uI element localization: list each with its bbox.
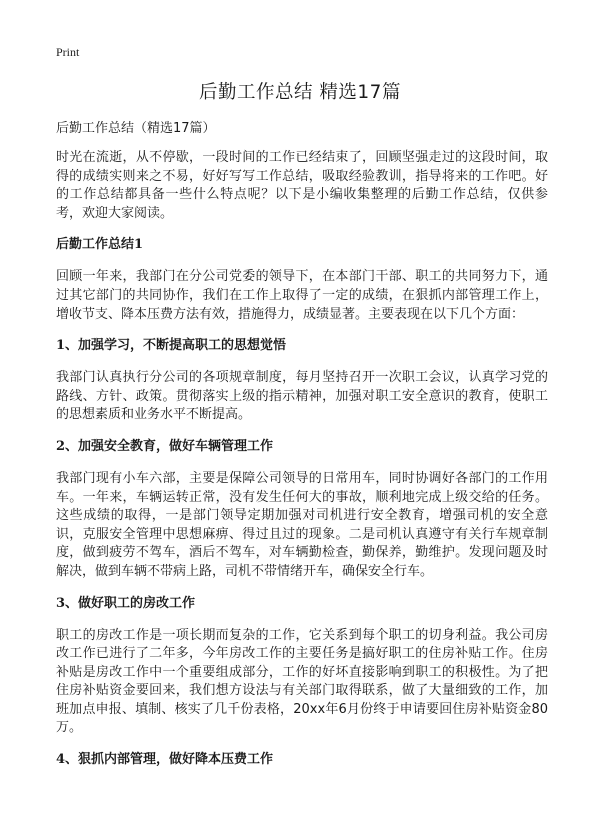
section-body-1: 回顾一年来，我部门在分公司党委的领导下，在本部门干部、职工的共同努力下，通过其它部门的共同协作，我们在工作上取得了一定的成绩，在狠抓内部管理工作上，增收节支、降本压费方法有效，措施得力，成绩显著。主要表现在以下几个方面：: [56, 269, 548, 322]
document-title: 后勤工作总结 精选17篇: [199, 82, 401, 103]
section-body-3: 我部门现有小车六部，主要是保障公司领导的日常用车，同时协调好各部门的工作用车。一年来，车辆运转正常，没有发生任何大的事故，顺利地完成上级交给的任务。这些成绩的取得，一是部门领导定期加强对司机进行安全教育，增强司机的安全意识，克服安全管理中思想麻痹、得过且过的现象。二是司机认真遵守有关行车规章制度，做到疲劳不驾车，酒后不驾车，对车辆勤检查，勤保养，勤维护。发现问题及时解决，做到车辆不带病上路，司机不带情绪开车，确保安全行车。: [56, 470, 548, 579]
section-body-2: 我部门认真执行分公司的各项规章制度，每月坚持召开一次职工会议，认真学习党的路线、方针、政策。贯彻落实上级的指示精神，加强对职工安全意识的教育，使职工的思想素质和业务水平不断提高。: [56, 370, 548, 423]
section-heading-3: 2、加强安全教育，做好车辆管理工作: [56, 438, 274, 454]
document-subtitle: 后勤工作总结（精选17篇）: [56, 121, 216, 136]
section-heading-4: 3、做好职工的房改工作: [56, 595, 196, 611]
document-body: [56, 119, 548, 783]
intro-paragraph: 时光在流逝，从不停歇，一段时间的工作已经结束了，回顾坚强走过的这段时间，取得的成绩实则来之不易，好好写写工作总结，吸取经验教训，指导将来的工作吧。好的工作总结都具备一些什么特点呢？以下是小编收集整理的后勤工作总结，仅供参考，欢迎大家阅读。: [56, 150, 548, 221]
section-body-4: 职工的房改工作是一项长期而复杂的工作，它关系到每个职工的切身利益。我公司房改工作已进行了二年多，今年房改工作的主要任务是搞好职工的住房补贴工作。住房补贴是房改工作中一个重要组成部分，工作的好坏直接影响到职工的积极性。为了把住房补贴资金要回来，我们想方设法与有关部门取得联系，做了大量细致的工作，加班加点申报、填制、核实了几千份表格，20xx年6月份终于申请要回住房补贴资金80万。: [56, 627, 548, 736]
section-heading-1: 后勤工作总结1: [56, 237, 144, 253]
section-heading-2: 1、加强学习，不断提高职工的思想觉悟: [56, 338, 287, 354]
section-heading-5: 4、狠抓内部管理，做好降本压费工作: [56, 752, 274, 768]
print-link[interactable]: Print: [56, 45, 80, 59]
